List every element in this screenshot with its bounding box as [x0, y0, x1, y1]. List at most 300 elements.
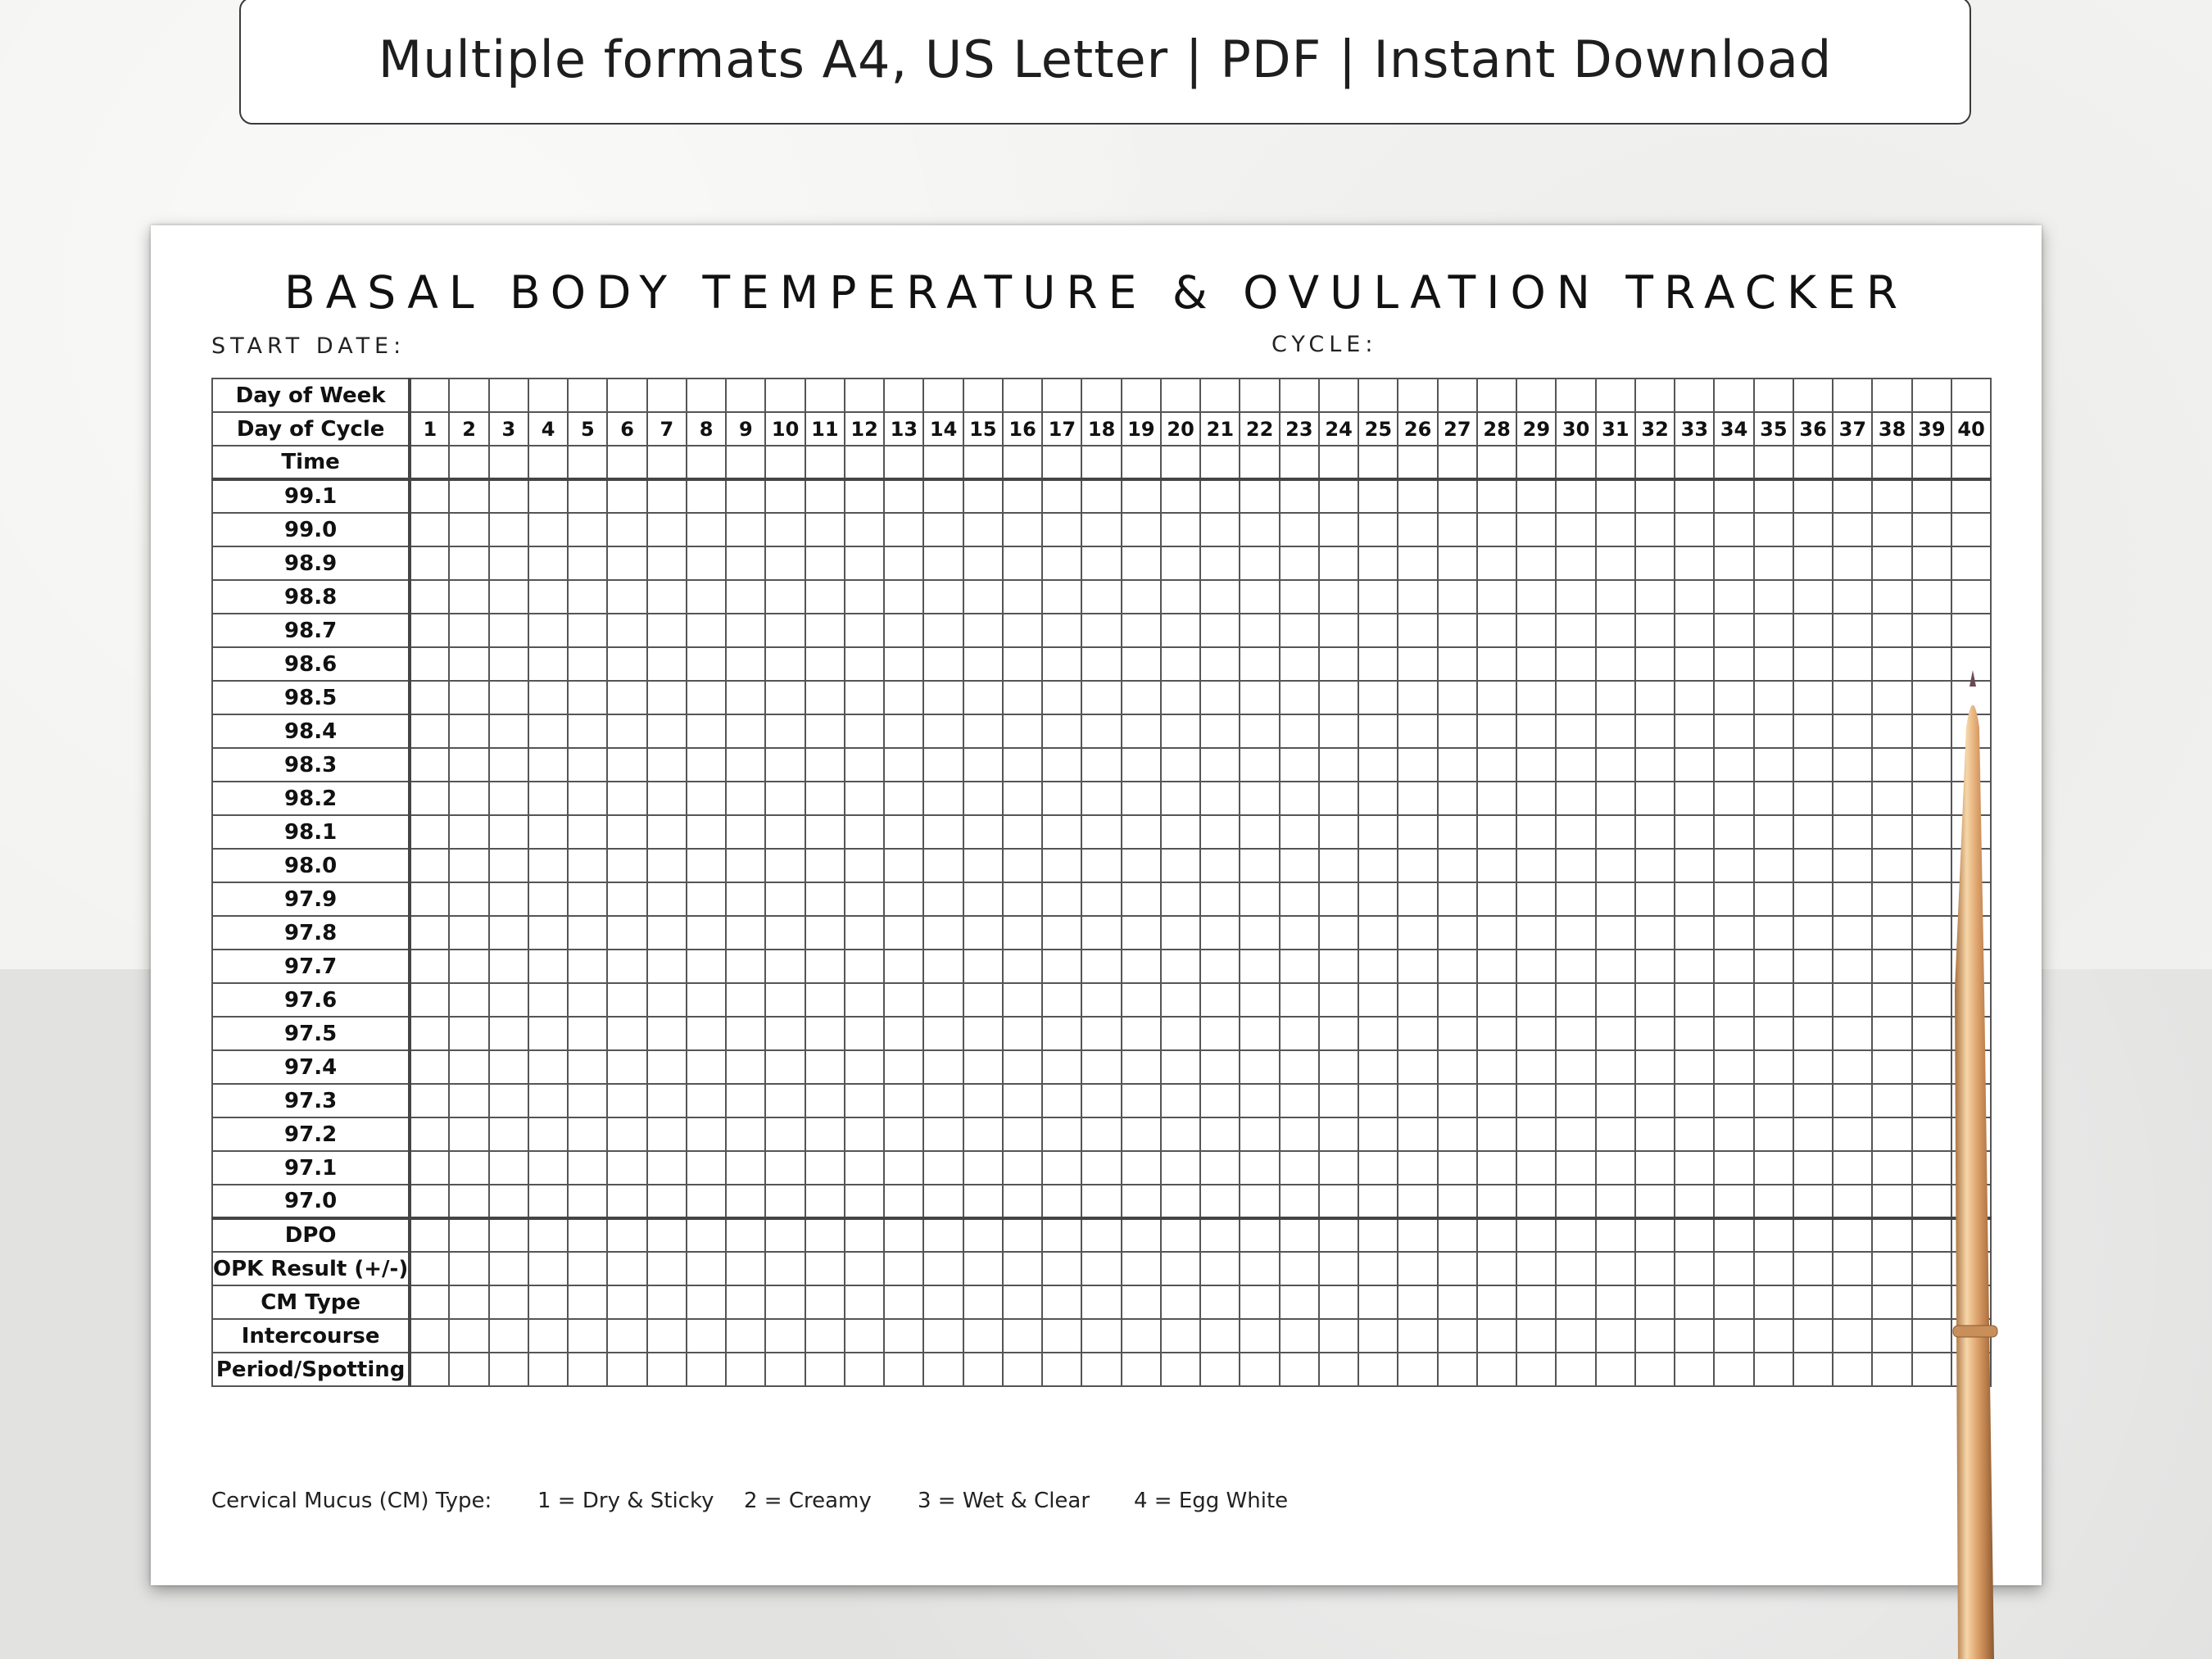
entry-cell[interactable] [1635, 782, 1675, 815]
entry-cell[interactable] [1358, 1218, 1398, 1252]
entry-cell[interactable] [687, 378, 726, 412]
entry-cell[interactable] [963, 849, 1003, 882]
entry-cell[interactable] [647, 1252, 687, 1285]
entry-cell[interactable] [1793, 614, 1833, 647]
entry-cell[interactable] [963, 513, 1003, 546]
entry-cell[interactable] [1003, 580, 1042, 614]
entry-cell[interactable] [1477, 681, 1516, 714]
entry-cell[interactable] [568, 1151, 607, 1185]
entry-cell[interactable] [1754, 916, 1793, 950]
entry-cell[interactable] [963, 1185, 1003, 1218]
entry-cell[interactable] [410, 1285, 449, 1319]
entry-cell[interactable] [1319, 815, 1358, 849]
entry-cell[interactable] [1280, 782, 1319, 815]
entry-cell[interactable] [726, 1353, 765, 1386]
entry-cell[interactable] [884, 1252, 923, 1285]
entry-cell[interactable] [1714, 782, 1753, 815]
entry-cell[interactable] [805, 1185, 845, 1218]
entry-cell[interactable] [1596, 882, 1635, 916]
entry-cell[interactable] [884, 614, 923, 647]
entry-cell[interactable] [1319, 546, 1358, 580]
entry-cell[interactable] [1675, 950, 1714, 983]
entry-cell[interactable] [687, 479, 726, 513]
entry-cell[interactable] [1833, 714, 1872, 748]
entry-cell[interactable] [1714, 1218, 1753, 1252]
entry-cell[interactable] [1714, 1017, 1753, 1050]
entry-cell[interactable] [1042, 446, 1081, 479]
entry-cell[interactable] [1872, 1117, 1911, 1151]
entry-cell[interactable] [1319, 916, 1358, 950]
entry-cell[interactable] [1596, 1185, 1635, 1218]
entry-cell[interactable] [963, 950, 1003, 983]
day-number-cell[interactable]: 36 [1793, 412, 1833, 446]
entry-cell[interactable] [410, 580, 449, 614]
entry-cell[interactable] [765, 1117, 805, 1151]
entry-cell[interactable] [1556, 614, 1595, 647]
entry-cell[interactable] [647, 681, 687, 714]
entry-cell[interactable] [1635, 580, 1675, 614]
entry-cell[interactable] [1200, 1218, 1240, 1252]
entry-cell[interactable] [1675, 1252, 1714, 1285]
entry-cell[interactable] [1438, 1084, 1477, 1117]
entry-cell[interactable] [845, 950, 884, 983]
entry-cell[interactable] [607, 714, 646, 748]
entry-cell[interactable] [884, 1117, 923, 1151]
entry-cell[interactable] [765, 882, 805, 916]
entry-cell[interactable] [1635, 513, 1675, 546]
entry-cell[interactable] [1596, 546, 1635, 580]
entry-cell[interactable] [528, 748, 568, 782]
entry-cell[interactable] [687, 1185, 726, 1218]
entry-cell[interactable] [607, 748, 646, 782]
entry-cell[interactable] [1596, 580, 1635, 614]
entry-cell[interactable] [923, 1084, 963, 1117]
entry-cell[interactable] [963, 378, 1003, 412]
entry-cell[interactable] [1912, 479, 1951, 513]
entry-cell[interactable] [1477, 446, 1516, 479]
entry-cell[interactable] [1951, 479, 1991, 513]
entry-cell[interactable] [726, 647, 765, 681]
entry-cell[interactable] [449, 1084, 488, 1117]
entry-cell[interactable] [963, 1285, 1003, 1319]
entry-cell[interactable] [884, 815, 923, 849]
entry-cell[interactable] [1042, 1252, 1081, 1285]
entry-cell[interactable] [687, 513, 726, 546]
entry-cell[interactable] [1358, 916, 1398, 950]
entry-cell[interactable] [1556, 580, 1595, 614]
entry-cell[interactable] [568, 849, 607, 882]
entry-cell[interactable] [1635, 916, 1675, 950]
entry-cell[interactable] [568, 1084, 607, 1117]
entry-cell[interactable] [1635, 714, 1675, 748]
entry-cell[interactable] [726, 479, 765, 513]
entry-cell[interactable] [1951, 580, 1991, 614]
entry-cell[interactable] [1240, 983, 1279, 1017]
entry-cell[interactable] [1042, 983, 1081, 1017]
entry-cell[interactable] [726, 782, 765, 815]
entry-cell[interactable] [1280, 1285, 1319, 1319]
entry-cell[interactable] [1240, 1319, 1279, 1353]
entry-cell[interactable] [1714, 815, 1753, 849]
entry-cell[interactable] [1596, 1285, 1635, 1319]
entry-cell[interactable] [923, 1117, 963, 1151]
entry-cell[interactable] [845, 1185, 884, 1218]
entry-cell[interactable] [1280, 681, 1319, 714]
entry-cell[interactable] [1714, 882, 1753, 916]
entry-cell[interactable] [1438, 849, 1477, 882]
entry-cell[interactable] [726, 1151, 765, 1185]
entry-cell[interactable] [568, 647, 607, 681]
entry-cell[interactable] [410, 1050, 449, 1084]
entry-cell[interactable] [1161, 1185, 1200, 1218]
entry-cell[interactable] [1161, 681, 1200, 714]
entry-cell[interactable] [1003, 1319, 1042, 1353]
entry-cell[interactable] [1793, 815, 1833, 849]
entry-cell[interactable] [1793, 1252, 1833, 1285]
entry-cell[interactable] [1714, 1084, 1753, 1117]
entry-cell[interactable] [726, 446, 765, 479]
entry-cell[interactable] [726, 1185, 765, 1218]
entry-cell[interactable] [647, 1017, 687, 1050]
entry-cell[interactable] [1122, 1252, 1161, 1285]
entry-cell[interactable] [568, 1285, 607, 1319]
entry-cell[interactable] [1833, 1151, 1872, 1185]
entry-cell[interactable] [1240, 714, 1279, 748]
entry-cell[interactable] [845, 378, 884, 412]
entry-cell[interactable] [1161, 1252, 1200, 1285]
entry-cell[interactable] [963, 815, 1003, 849]
entry-cell[interactable] [1081, 815, 1121, 849]
entry-cell[interactable] [765, 1050, 805, 1084]
entry-cell[interactable] [923, 1151, 963, 1185]
entry-cell[interactable] [489, 815, 528, 849]
entry-cell[interactable] [489, 1218, 528, 1252]
entry-cell[interactable] [1793, 714, 1833, 748]
entry-cell[interactable] [1319, 950, 1358, 983]
entry-cell[interactable] [1833, 1185, 1872, 1218]
entry-cell[interactable] [1398, 849, 1437, 882]
entry-cell[interactable] [1912, 681, 1951, 714]
entry-cell[interactable] [1438, 681, 1477, 714]
day-number-cell[interactable]: 5 [568, 412, 607, 446]
entry-cell[interactable] [568, 1017, 607, 1050]
entry-cell[interactable] [687, 983, 726, 1017]
entry-cell[interactable] [1675, 983, 1714, 1017]
entry-cell[interactable] [1714, 647, 1753, 681]
entry-cell[interactable] [1438, 513, 1477, 546]
entry-cell[interactable] [607, 479, 646, 513]
entry-cell[interactable] [1438, 714, 1477, 748]
entry-cell[interactable] [1833, 950, 1872, 983]
entry-cell[interactable] [687, 748, 726, 782]
day-number-cell[interactable]: 35 [1754, 412, 1793, 446]
entry-cell[interactable] [1477, 1353, 1516, 1386]
entry-cell[interactable] [1042, 1017, 1081, 1050]
entry-cell[interactable] [923, 446, 963, 479]
entry-cell[interactable] [765, 1285, 805, 1319]
entry-cell[interactable] [568, 546, 607, 580]
entry-cell[interactable] [1833, 1218, 1872, 1252]
entry-cell[interactable] [765, 950, 805, 983]
entry-cell[interactable] [1833, 1285, 1872, 1319]
entry-cell[interactable] [1240, 446, 1279, 479]
entry-cell[interactable] [1358, 815, 1398, 849]
entry-cell[interactable] [1240, 546, 1279, 580]
entry-cell[interactable] [1398, 916, 1437, 950]
entry-cell[interactable] [1358, 1017, 1398, 1050]
entry-cell[interactable] [1358, 1084, 1398, 1117]
entry-cell[interactable] [1556, 849, 1595, 882]
day-number-cell[interactable]: 16 [1003, 412, 1042, 446]
entry-cell[interactable] [726, 546, 765, 580]
entry-cell[interactable] [1122, 714, 1161, 748]
entry-cell[interactable] [1122, 1050, 1161, 1084]
entry-cell[interactable] [963, 916, 1003, 950]
entry-cell[interactable] [1714, 950, 1753, 983]
entry-cell[interactable] [1793, 513, 1833, 546]
entry-cell[interactable] [1675, 479, 1714, 513]
entry-cell[interactable] [647, 1050, 687, 1084]
entry-cell[interactable] [1200, 950, 1240, 983]
entry-cell[interactable] [1200, 378, 1240, 412]
entry-cell[interactable] [568, 983, 607, 1017]
entry-cell[interactable] [1596, 782, 1635, 815]
entry-cell[interactable] [1516, 748, 1556, 782]
entry-cell[interactable] [528, 647, 568, 681]
entry-cell[interactable] [884, 1353, 923, 1386]
entry-cell[interactable] [1516, 546, 1556, 580]
entry-cell[interactable] [687, 614, 726, 647]
entry-cell[interactable] [647, 546, 687, 580]
entry-cell[interactable] [1200, 479, 1240, 513]
entry-cell[interactable] [1635, 681, 1675, 714]
entry-cell[interactable] [647, 983, 687, 1017]
entry-cell[interactable] [1358, 1117, 1398, 1151]
entry-cell[interactable] [923, 950, 963, 983]
entry-cell[interactable] [1635, 882, 1675, 916]
entry-cell[interactable] [1081, 1218, 1121, 1252]
entry-cell[interactable] [805, 1084, 845, 1117]
entry-cell[interactable] [449, 647, 488, 681]
entry-cell[interactable] [1872, 1285, 1911, 1319]
entry-cell[interactable] [1438, 916, 1477, 950]
entry-cell[interactable] [449, 950, 488, 983]
entry-cell[interactable] [845, 1084, 884, 1117]
entry-cell[interactable] [449, 849, 488, 882]
entry-cell[interactable] [726, 1218, 765, 1252]
entry-cell[interactable] [1122, 882, 1161, 916]
entry-cell[interactable] [1161, 916, 1200, 950]
entry-cell[interactable] [1635, 815, 1675, 849]
entry-cell[interactable] [528, 916, 568, 950]
entry-cell[interactable] [963, 1050, 1003, 1084]
entry-cell[interactable] [1754, 1017, 1793, 1050]
entry-cell[interactable] [1912, 1185, 1951, 1218]
entry-cell[interactable] [1280, 1185, 1319, 1218]
entry-cell[interactable] [1081, 1285, 1121, 1319]
entry-cell[interactable] [568, 882, 607, 916]
entry-cell[interactable] [923, 1218, 963, 1252]
entry-cell[interactable] [1438, 1218, 1477, 1252]
entry-cell[interactable] [1912, 983, 1951, 1017]
entry-cell[interactable] [1516, 1017, 1556, 1050]
entry-cell[interactable] [1319, 580, 1358, 614]
entry-cell[interactable] [1912, 513, 1951, 546]
entry-cell[interactable] [845, 1319, 884, 1353]
entry-cell[interactable] [647, 748, 687, 782]
entry-cell[interactable] [1438, 1117, 1477, 1151]
entry-cell[interactable] [1003, 1050, 1042, 1084]
entry-cell[interactable] [1754, 1151, 1793, 1185]
entry-cell[interactable] [1872, 849, 1911, 882]
entry-cell[interactable] [1635, 1185, 1675, 1218]
entry-cell[interactable] [963, 546, 1003, 580]
entry-cell[interactable] [1714, 681, 1753, 714]
entry-cell[interactable] [1872, 916, 1911, 950]
day-number-cell[interactable]: 10 [765, 412, 805, 446]
entry-cell[interactable] [449, 1117, 488, 1151]
entry-cell[interactable] [1793, 446, 1833, 479]
entry-cell[interactable] [1042, 479, 1081, 513]
entry-cell[interactable] [923, 1353, 963, 1386]
entry-cell[interactable] [726, 950, 765, 983]
entry-cell[interactable] [1754, 479, 1793, 513]
entry-cell[interactable] [1516, 681, 1556, 714]
entry-cell[interactable] [1477, 782, 1516, 815]
entry-cell[interactable] [1438, 882, 1477, 916]
entry-cell[interactable] [1912, 1285, 1951, 1319]
entry-cell[interactable] [845, 479, 884, 513]
entry-cell[interactable] [884, 782, 923, 815]
entry-cell[interactable] [765, 580, 805, 614]
entry-cell[interactable] [1240, 1050, 1279, 1084]
entry-cell[interactable] [410, 479, 449, 513]
entry-cell[interactable] [1872, 782, 1911, 815]
entry-cell[interactable] [1240, 1353, 1279, 1386]
entry-cell[interactable] [1358, 647, 1398, 681]
entry-cell[interactable] [1635, 748, 1675, 782]
entry-cell[interactable] [1675, 1353, 1714, 1386]
entry-cell[interactable] [1872, 681, 1911, 714]
entry-cell[interactable] [1516, 1151, 1556, 1185]
entry-cell[interactable] [1398, 479, 1437, 513]
entry-cell[interactable] [1358, 614, 1398, 647]
entry-cell[interactable] [1280, 647, 1319, 681]
entry-cell[interactable] [1675, 849, 1714, 882]
entry-cell[interactable] [1003, 950, 1042, 983]
entry-cell[interactable] [1951, 614, 1991, 647]
entry-cell[interactable] [1635, 1285, 1675, 1319]
entry-cell[interactable] [647, 1117, 687, 1151]
entry-cell[interactable] [647, 714, 687, 748]
entry-cell[interactable] [568, 1117, 607, 1151]
entry-cell[interactable] [963, 782, 1003, 815]
entry-cell[interactable] [410, 916, 449, 950]
entry-cell[interactable] [1003, 815, 1042, 849]
entry-cell[interactable] [1161, 546, 1200, 580]
entry-cell[interactable] [1122, 446, 1161, 479]
entry-cell[interactable] [805, 1252, 845, 1285]
entry-cell[interactable] [687, 1353, 726, 1386]
entry-cell[interactable] [805, 479, 845, 513]
entry-cell[interactable] [1319, 782, 1358, 815]
entry-cell[interactable] [1516, 1185, 1556, 1218]
entry-cell[interactable] [845, 681, 884, 714]
entry-cell[interactable] [1596, 378, 1635, 412]
entry-cell[interactable] [568, 1185, 607, 1218]
day-number-cell[interactable]: 25 [1358, 412, 1398, 446]
entry-cell[interactable] [1872, 714, 1911, 748]
entry-cell[interactable] [1912, 614, 1951, 647]
entry-cell[interactable] [489, 1319, 528, 1353]
entry-cell[interactable] [1319, 1084, 1358, 1117]
entry-cell[interactable] [1240, 748, 1279, 782]
entry-cell[interactable] [687, 647, 726, 681]
entry-cell[interactable] [1358, 748, 1398, 782]
entry-cell[interactable] [647, 647, 687, 681]
entry-cell[interactable] [449, 681, 488, 714]
entry-cell[interactable] [1912, 1017, 1951, 1050]
entry-cell[interactable] [845, 1353, 884, 1386]
entry-cell[interactable] [1714, 748, 1753, 782]
entry-cell[interactable] [607, 546, 646, 580]
entry-cell[interactable] [765, 849, 805, 882]
entry-cell[interactable] [1161, 1050, 1200, 1084]
entry-cell[interactable] [1556, 1017, 1595, 1050]
entry-cell[interactable] [1714, 983, 1753, 1017]
entry-cell[interactable] [1280, 513, 1319, 546]
entry-cell[interactable] [805, 815, 845, 849]
entry-cell[interactable] [1280, 1117, 1319, 1151]
entry-cell[interactable] [1477, 950, 1516, 983]
entry-cell[interactable] [1003, 513, 1042, 546]
entry-cell[interactable] [845, 748, 884, 782]
entry-cell[interactable] [1240, 1084, 1279, 1117]
entry-cell[interactable] [1358, 950, 1398, 983]
entry-cell[interactable] [963, 1252, 1003, 1285]
entry-cell[interactable] [884, 1218, 923, 1252]
entry-cell[interactable] [1793, 647, 1833, 681]
entry-cell[interactable] [1398, 513, 1437, 546]
entry-cell[interactable] [528, 1353, 568, 1386]
entry-cell[interactable] [1240, 378, 1279, 412]
entry-cell[interactable] [1280, 1218, 1319, 1252]
entry-cell[interactable] [1398, 1151, 1437, 1185]
entry-cell[interactable] [1042, 1218, 1081, 1252]
entry-cell[interactable] [805, 1319, 845, 1353]
entry-cell[interactable] [1438, 580, 1477, 614]
entry-cell[interactable] [1319, 647, 1358, 681]
entry-cell[interactable] [528, 1017, 568, 1050]
entry-cell[interactable] [1042, 1285, 1081, 1319]
entry-cell[interactable] [1081, 748, 1121, 782]
entry-cell[interactable] [410, 681, 449, 714]
entry-cell[interactable] [1280, 1050, 1319, 1084]
entry-cell[interactable] [1516, 647, 1556, 681]
entry-cell[interactable] [1516, 1353, 1556, 1386]
entry-cell[interactable] [1556, 1050, 1595, 1084]
entry-cell[interactable] [687, 1117, 726, 1151]
entry-cell[interactable] [1675, 714, 1714, 748]
entry-cell[interactable] [687, 1084, 726, 1117]
entry-cell[interactable] [884, 546, 923, 580]
entry-cell[interactable] [687, 815, 726, 849]
entry-cell[interactable] [1556, 1084, 1595, 1117]
entry-cell[interactable] [1596, 1050, 1635, 1084]
entry-cell[interactable] [765, 1353, 805, 1386]
entry-cell[interactable] [963, 681, 1003, 714]
day-number-cell[interactable]: 18 [1081, 412, 1121, 446]
